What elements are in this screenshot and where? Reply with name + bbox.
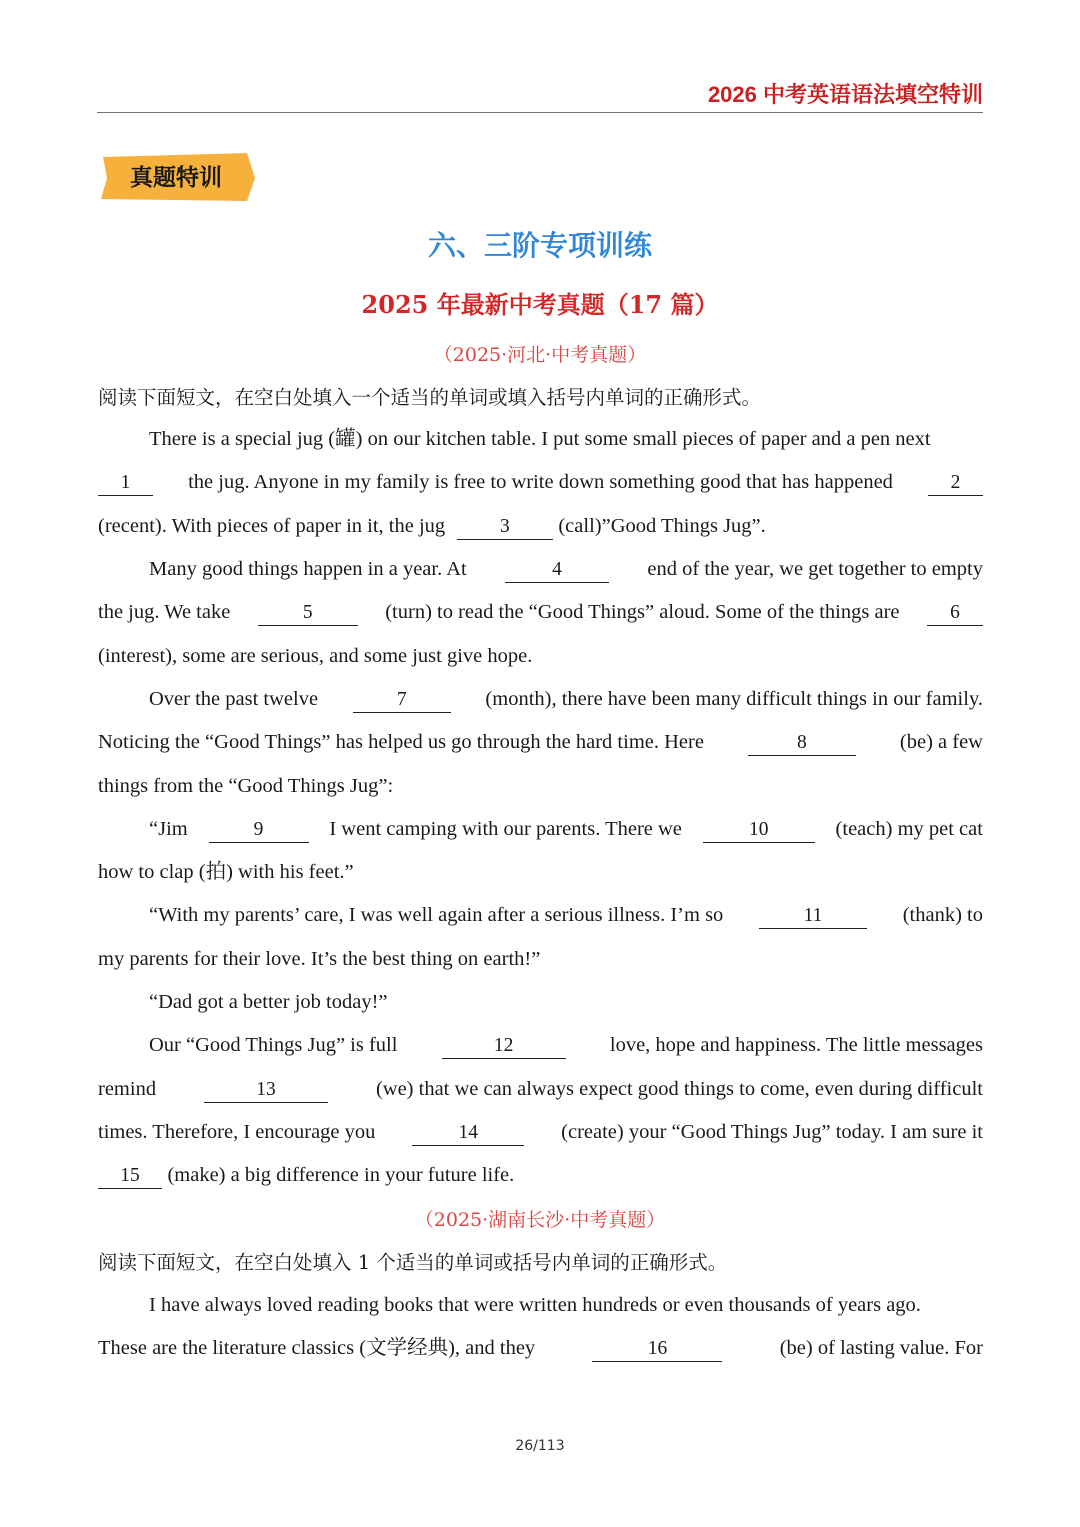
answer-blank[interactable]: 1 [98, 471, 153, 496]
answer-blank[interactable]: 7 [353, 688, 451, 713]
answer-blank[interactable]: 6 [927, 601, 983, 626]
line-text: Many good things happen in a year. At [149, 558, 467, 580]
line-text: “With my parents’ care, I was well again after a serious illness. I’m so [149, 904, 724, 926]
passage-line [98, 944, 983, 974]
line-text: the jug. We take [98, 601, 231, 623]
answer-blank[interactable]: 9 [209, 818, 309, 843]
passage-line [98, 511, 983, 541]
passage-instruction: 阅读下面短文，在空白处填入一个适当的单词或填入括号内单词的正确形式。 [98, 386, 762, 409]
passage-line [98, 641, 983, 671]
passage-line [149, 424, 983, 454]
line-text: remind [98, 1078, 157, 1100]
exam-subtitle: 2025 年最新中考真题（17 篇） [361, 290, 719, 319]
line-text: These are the literature classics (文学经典), and they [98, 1337, 536, 1359]
passage-line [98, 857, 983, 887]
answer-blank[interactable]: 4 [505, 558, 609, 583]
line-text: There is a special jug (罐) on our kitchen table. I put some small pieces of paper and a pen next [149, 428, 931, 450]
line-text: Noticing the “Good Things” has helped us go through the hard time. Here [98, 731, 704, 753]
line-text: (create) your “Good Things Jug” today. I am sure it [561, 1121, 983, 1143]
passage-line [149, 814, 983, 844]
line-text: “Dad got a better job today!” [149, 991, 388, 1013]
line-text: (recent). With pieces of paper in it, the jug [98, 515, 446, 537]
passage-line [149, 554, 983, 584]
section-badge [97, 153, 257, 203]
passage-line [149, 1290, 983, 1320]
line-text: (turn) to read the “Good Things” aloud. Some of the things are [385, 601, 900, 623]
passage-instruction: 阅读下面短文，在空白处填入 1 个适当的单词或括号内单词的正确形式。 [98, 1251, 728, 1274]
line-text: the jug. Anyone in my family is free to write down something good that has happened [188, 471, 893, 493]
passage-line [98, 1074, 983, 1104]
line-text: (call)”Good Things Jug”. [558, 515, 766, 537]
passage-line [98, 467, 983, 497]
answer-blank[interactable]: 3 [457, 515, 553, 540]
answer-blank[interactable]: 11 [759, 904, 867, 929]
line-text: how to clap (拍) with his feet.” [98, 861, 354, 883]
answer-blank[interactable]: 2 [928, 471, 983, 496]
passage-source: （2025·河北·中考真题） [433, 344, 647, 366]
line-text: love, hope and happiness. The little messages [609, 1034, 983, 1056]
passage-line [149, 900, 983, 930]
document-header-title: 2026 中考英语语法填空特训 [707, 82, 983, 107]
line-text: (be) a few [899, 731, 983, 753]
passage-line [98, 727, 983, 757]
answer-blank[interactable]: 5 [258, 601, 358, 626]
passage-line [98, 597, 983, 627]
answer-blank[interactable]: 8 [748, 731, 856, 756]
passage-line [149, 1030, 983, 1060]
answer-blank[interactable]: 15 [98, 1164, 162, 1189]
line-text: things from the “Good Things Jug”: [98, 775, 394, 797]
line-text: (interest), some are serious, and some just give hope. [98, 645, 533, 667]
header-divider [97, 112, 983, 113]
line-text: I went camping with our parents. There we [329, 818, 682, 840]
line-text: (teach) my pet cat [835, 818, 983, 840]
line-text: (month), there have been many difficult things in our family. [485, 688, 983, 710]
answer-blank[interactable]: 13 [204, 1078, 328, 1103]
line-text: (thank) to [902, 904, 983, 926]
passage-line [98, 1160, 983, 1190]
answer-blank[interactable]: 12 [442, 1034, 566, 1059]
answer-blank[interactable]: 16 [592, 1337, 722, 1362]
line-text: I have always loved reading books that were written hundreds or even thousands of years ago. [149, 1294, 921, 1316]
line-text: (make) a big difference in your future life. [167, 1164, 515, 1186]
page-number: 26/113 [515, 1438, 565, 1454]
badge-label: 真题特训 [130, 165, 222, 191]
passage-line [98, 771, 983, 801]
section-title: 六、三阶专项训练 [427, 229, 652, 262]
line-text: my parents for their love. It’s the best thing on earth!” [98, 948, 541, 970]
passage-source: （2025·湖南长沙·中考真题） [414, 1209, 666, 1231]
answer-blank[interactable]: 10 [703, 818, 815, 843]
line-text: Our “Good Things Jug” is full [149, 1034, 398, 1056]
line-text: (be) of lasting value. For [779, 1337, 983, 1359]
line-text: “Jim [149, 818, 188, 840]
line-text: Over the past twelve [149, 688, 319, 710]
line-text: (we) that we can always expect good things to come, even during difficult [375, 1078, 983, 1100]
passage-line [149, 987, 983, 1017]
line-text: end of the year, we get together to empty [647, 558, 983, 580]
answer-blank[interactable]: 14 [412, 1121, 524, 1146]
passage-line [98, 1333, 983, 1363]
passage-line [149, 684, 983, 714]
line-text: times. Therefore, I encourage you [98, 1121, 376, 1143]
passage-line [98, 1117, 983, 1147]
